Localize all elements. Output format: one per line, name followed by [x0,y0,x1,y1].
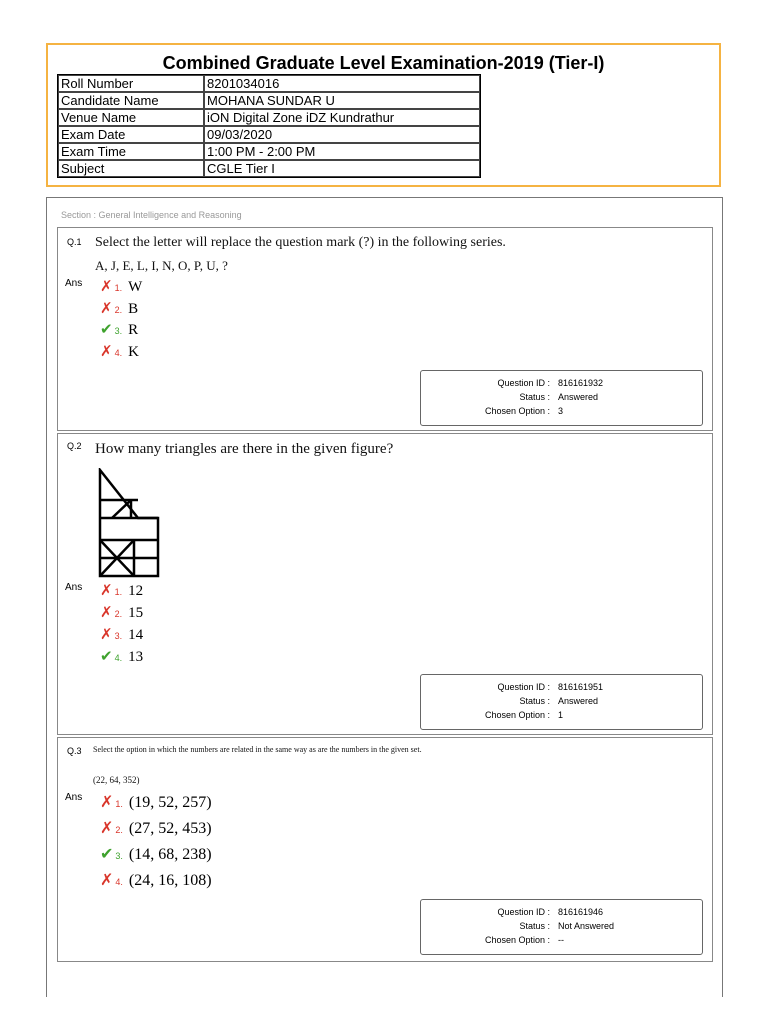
option-text: (27, 52, 453) [128,820,212,837]
exam-time-value: 1:00 PM - 2:00 PM [204,143,480,160]
option-text: 13 [128,649,144,665]
option-text: R [128,322,139,338]
exam-title: Combined Graduate Level Examination-2019 (Tier-I) [162,53,605,73]
question-id-value: 816161951 [558,682,604,692]
status-label: Status : [519,921,550,931]
option-text: 15 [128,605,144,621]
check-icon: ✔ [100,320,113,338]
subject-label: Subject [58,160,204,177]
question-id-label: Question ID : [497,907,550,917]
check-icon: ✔ [100,647,113,665]
question-id-label: Question ID : [497,682,550,692]
status-value: Not Answered [558,921,615,931]
status-label: Status : [519,392,550,402]
exam-time-label: Exam Time [58,143,204,160]
option-3 [100,844,212,864]
table-row [58,75,480,92]
question-info-card [420,674,703,730]
question-id-value: 816161932 [558,378,604,388]
chosen-option-value: 1 [558,710,564,720]
option-text: W [128,279,143,295]
question-number: Q.2 [67,441,82,451]
question-number: Q.3 [67,746,82,756]
option-number: 3. [114,326,123,336]
option-4 [100,870,212,890]
option-number: 2. [115,825,123,835]
option-4 [100,342,139,361]
status-label: Status : [519,696,550,706]
option-text: (24, 16, 108) [128,872,212,889]
status-value: Answered [558,392,599,402]
option-text: 12 [128,583,144,599]
ans-label: Ans [65,792,83,803]
option-number: 4. [114,653,123,663]
option-text: 14 [128,627,144,643]
option-1 [100,792,212,812]
question-id-value: 816161946 [558,907,604,917]
question-info-card [420,370,703,426]
question-id-label: Question ID : [497,378,550,388]
question-2 [57,433,713,735]
status-value: Answered [558,696,599,706]
option-text: (19, 52, 257) [128,794,212,811]
option-3 [100,320,138,339]
exam-date-value: 09/03/2020 [204,126,480,143]
question-1 [57,227,713,431]
table-row [58,109,480,126]
question-text: Select the option in which the numbers are related in the same way as are the numbers in the given set. [93,745,422,754]
option-number: 3. [115,851,123,861]
cross-icon: ✗ [100,818,114,837]
subject-value: CGLE Tier I [204,160,480,177]
option-1 [100,581,143,600]
roll-number-label: Roll Number [58,75,204,92]
option-number: 1. [115,799,123,809]
question-info-card [420,899,703,955]
ans-label: Ans [65,278,83,289]
option-3 [100,625,143,644]
candidate-name-value: MOHANA SUNDAR U [204,92,480,109]
check-icon: ✔ [100,844,114,863]
venue-name-label: Venue Name [58,109,204,126]
question-3 [57,737,713,962]
question-number: Q.1 [67,237,82,247]
cross-icon: ✗ [100,603,113,621]
option-4 [100,647,143,666]
candidate-name-label: Candidate Name [58,92,204,109]
table-row [58,92,480,109]
ans-label: Ans [65,582,83,593]
chosen-option-label: Chosen Option : [484,406,550,416]
triangle-figure [97,468,163,578]
option-number: 3. [114,631,123,641]
table-row [58,143,480,160]
question-set: (22, 64, 352) [93,775,140,785]
option-2 [100,818,212,838]
question-text: How many triangles are there in the given figure? [95,441,394,457]
cross-icon: ✗ [100,792,114,811]
table-row [58,126,480,143]
option-number: 4. [114,348,123,358]
option-text: (14, 68, 238) [128,846,212,863]
option-number: 1. [114,587,123,597]
option-2 [100,603,143,622]
chosen-option-label: Chosen Option : [484,710,550,720]
cross-icon: ✗ [100,625,113,643]
question-text: Select the letter will replace the question mark (?) in the following series. [95,235,506,250]
option-text: K [128,344,139,360]
chosen-option-value: -- [558,935,564,945]
cross-icon: ✗ [100,299,113,317]
option-number: 2. [114,305,123,315]
option-text: B [128,301,139,317]
cross-icon: ✗ [100,870,114,889]
cross-icon: ✗ [100,342,113,360]
chosen-option-label: Chosen Option : [484,935,550,945]
candidate-info-table [57,74,481,178]
question-series: A, J, E, L, I, N, O, P, U, ? [95,258,228,273]
chosen-option-value: 3 [558,406,564,416]
venue-name-value: iON Digital Zone iDZ Kundrathur [204,109,480,126]
exam-date-label: Exam Date [58,126,204,143]
cross-icon: ✗ [100,277,113,295]
option-number: 4. [115,877,123,887]
option-number: 1. [114,283,123,293]
table-row [58,160,480,177]
cross-icon: ✗ [100,581,113,599]
section-title: Section : General Intelligence and Reasoning [61,210,242,220]
option-1 [100,277,142,296]
roll-number-value: 8201034016 [204,75,480,92]
option-number: 2. [114,609,123,619]
option-2 [100,299,138,318]
